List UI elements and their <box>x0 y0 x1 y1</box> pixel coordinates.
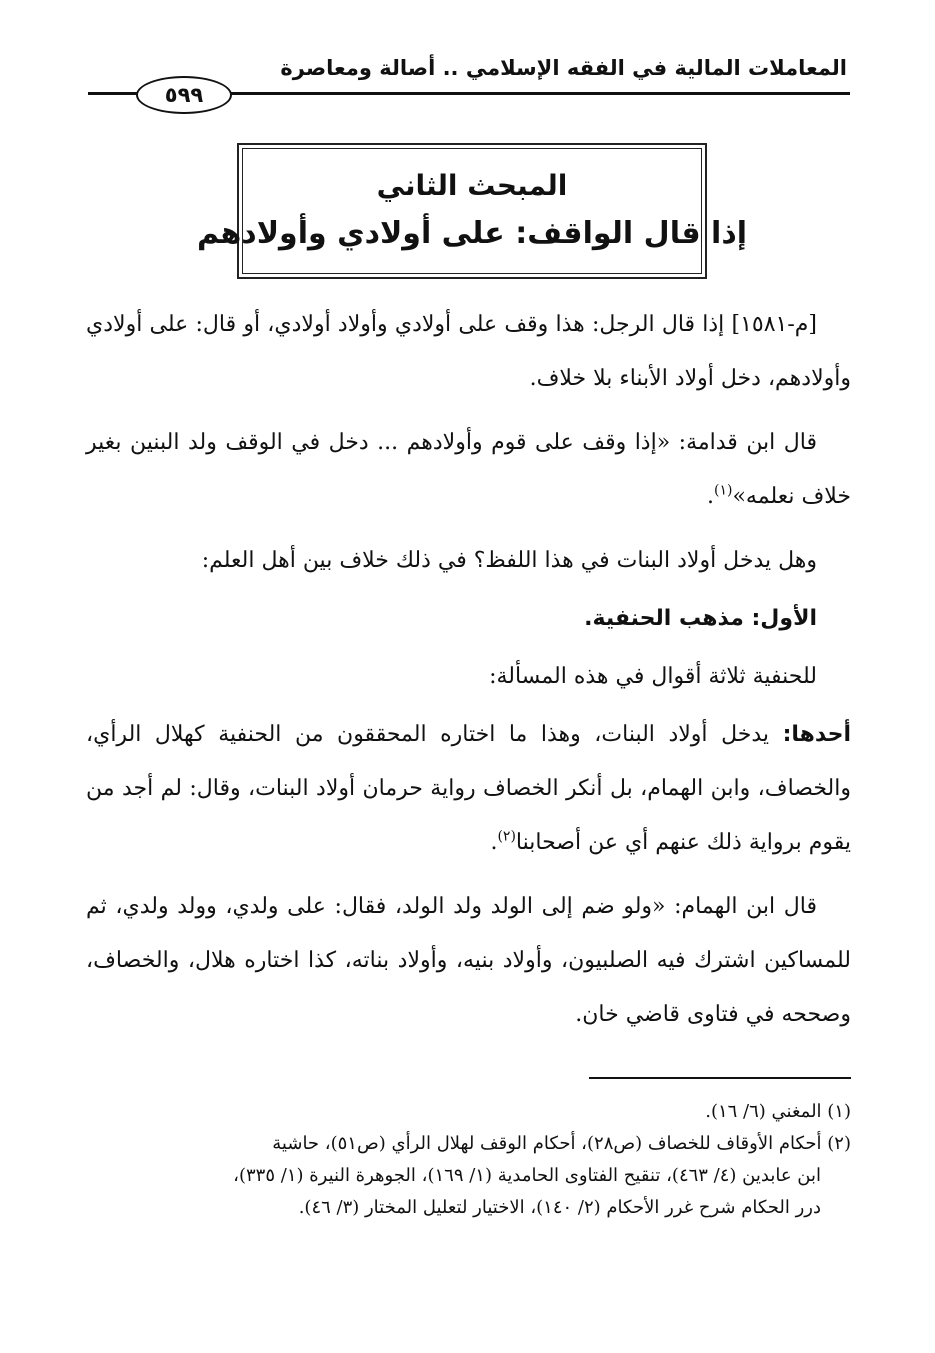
footnote-1: (١) المغني (٦/ ١٦). <box>705 1101 851 1122</box>
footnote-ref-1: (١) <box>714 482 733 499</box>
footnote-rule <box>589 1077 851 1079</box>
footnote-2-line-2: ابن عابدين (٤/ ٤٦٣)، تنقيح الفتاوى الحامدية (١/ ١٦٩)، الجوهرة النيرة (١/ ٣٣٥)، <box>233 1165 821 1186</box>
paragraph-2-text: قال ابن قدامة: «إذا وقف على قوم وأولادهم ... دخل في الوقف ولد البنين بغير خلاف نعلمه» <box>86 430 851 509</box>
footnote-2-line-1: (٢) أحكام الأوقاف للخصاف (ص٢٨)، أحكام الوقف لهلال الرأي (ص٥١)، حاشية <box>272 1133 851 1154</box>
paragraph-6: أحدها: يدخل أولاد البنات، وهذا ما اختاره المحققون من الحنفية كهلال الرأي، والخصاف، وابن الهمام، بل أنكر الخصاف رواية حرمان أولاد البنات، وقال: لم أجد من يقوم برواية ذلك عنهم أي عن أصحابنا$^{(٢)}$. <box>86 722 851 855</box>
paragraph-6-text: يدخل أولاد البنات، وهذا ما اختاره المحققون من الحنفية كهلال الرأي، والخصاف، وابن الهمام، بل أنكر الخصاف رواية حرمان أولاد البنات، وقال: لم أجد من يقوم برواية ذلك عنهم أي عن أصحابنا <box>86 722 851 855</box>
section-title-frame <box>196 148 748 274</box>
paragraph-5: للحنفية ثلاثة أقوال في هذه المسألة: <box>489 664 817 689</box>
body-text <box>86 298 851 1052</box>
paragraph-4-heading: الأول: مذهب الحنفية. <box>584 606 817 631</box>
paragraph-7: قال ابن الهمام: «ولو ضم إلى الولد ولد الولد، فقال: على ولدي، وولد ولدي، ثم للمساكين اشترك فيه الصلبيون، وأولاد بنيه، وأولاد بناته، كذا اختاره هلال، والخصاف، وصححه في فتاوى قاضي خان. <box>86 894 851 1027</box>
page-number: ٥٩٩ <box>136 76 232 114</box>
footnotes <box>86 1096 851 1224</box>
paragraph-6-lead: أحدها: <box>782 722 851 747</box>
section-title: المبحث الثاني <box>376 169 568 202</box>
footnote-2-line-3: درر الحكام شرح غرر الأحكام (٢/ ١٤٠)، الاختيار لتعليل المختار (٣/ ٤٦). <box>298 1197 821 1218</box>
paragraph-1: [م-١٥٨١] إذا قال الرجل: هذا وقف على أولادي وأولاد أولادي، أو قال: على أولادي وأولادهم، دخل أولاد الأبناء بلا خلاف. <box>86 312 851 391</box>
paragraph-3: وهل يدخل أولاد البنات في هذا اللفظ؟ في ذلك خلاف بين أهل العلم: <box>201 548 817 573</box>
section-subtitle: إذا قال الواقف: على أولادي وأولادهم <box>196 216 748 251</box>
footnote-ref-2: (٢) <box>497 828 516 845</box>
running-header: المعاملات المالية في الفقه الإسلامي .. أصالة ومعاصرة <box>280 56 847 80</box>
section-title-box <box>196 143 748 279</box>
paragraph-2: قال ابن قدامة: «إذا وقف على قوم وأولادهم ... دخل في الوقف ولد البنين بغير خلاف نعلمه»$^{(١)}$. <box>86 430 851 509</box>
